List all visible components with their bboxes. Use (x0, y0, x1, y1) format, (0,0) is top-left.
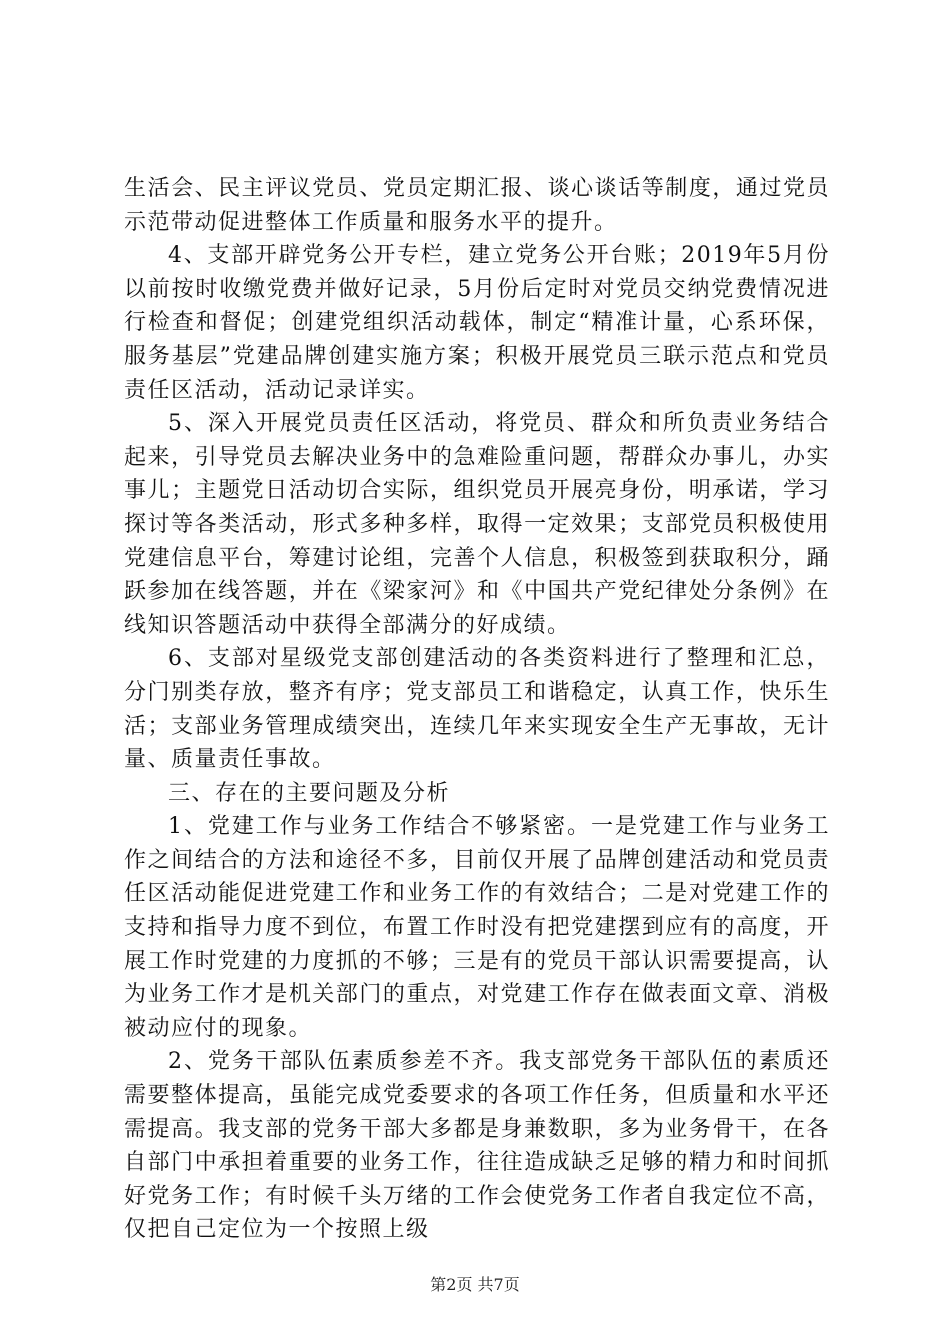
page-footer: 第2页 共7页 (430, 1275, 520, 1294)
paragraph-problem-1: 1、党建工作与业务工作结合不够紧密。一是党建工作与业务工作之间结合的方法和途径不多，目前仅开展了品牌创建活动和党员责任区活动能促进党建工作和业务工作的有效结合；二是对党建工作的支持和指导力度不到位，布置工作时没有把党建摆到应有的高度，开展工作时党建的力度抓的不够；三是有的党员干部认识需要提高，认为业务工作才是机关部门的重点，对党建工作存在做表面文章、消极被动应付的现象。 (124, 814, 830, 1041)
paragraph-continuation: 生活会、民主评议党员、党员定期汇报、谈心谈话等制度，通过党员示范带动促进整体工作质量和服务水平的提升。 (124, 176, 830, 235)
paragraph-item-4: 4、支部开辟党务公开专栏，建立党务公开台账；2019年5月份以前按时收缴党费并做好记录，5月份后定时对党员交纳党费情况进行检查和督促；创建党组织活动载体，制定“精准计量，心系环保，服务基层”党建品牌创建实施方案；积极开展党员三联示范点和党员责任区活动，活动记录详实。 (124, 243, 830, 403)
section-heading: 三、存在的主要问题及分析 (168, 780, 451, 806)
paragraph-problem-2: 2、党务干部队伍素质参差不齐。我支部党务干部队伍的素质还需要整体提高，虽能完成党委要求的各项工作任务，但质量和水平还需提高。我支部的党务干部大多都是身兼数职，多为业务骨干，在各自部门中承担着重要的业务工作，往往造成缺乏足够的精力和时间抓好党务工作；有时候千头万绪的工作会使党务工作者自我定位不高，仅把自己定位为一个按照上级 (124, 1049, 830, 1243)
paragraph-item-6: 6、支部对星级党支部创建活动的各类资料进行了整理和汇总，分门别类存放，整齐有序；党支部员工和谐稳定，认真工作，快乐生活；支部业务管理成绩突出，连续几年来实现安全生产无事故，无计量、质量责任事故。 (124, 646, 830, 773)
document-body (124, 172, 830, 1247)
paragraph-item-5: 5、深入开展党员责任区活动，将党员、群众和所负责业务结合起来，引导党员去解决业务中的急难险重问题，帮群众办事儿，办实事儿；主题党日活动切合实际，组织党员开展亮身份，明承诺，学习探讨等各类活动，形式多种多样，取得一定效果；支部党员积极使用党建信息平台，筹建讨论组，完善个人信息，积极签到获取积分，踊跃参加在线答题，并在《梁家河》和《中国共产党纪律处分条例》在线知识答题活动中获得全部满分的好成绩。 (124, 411, 830, 638)
